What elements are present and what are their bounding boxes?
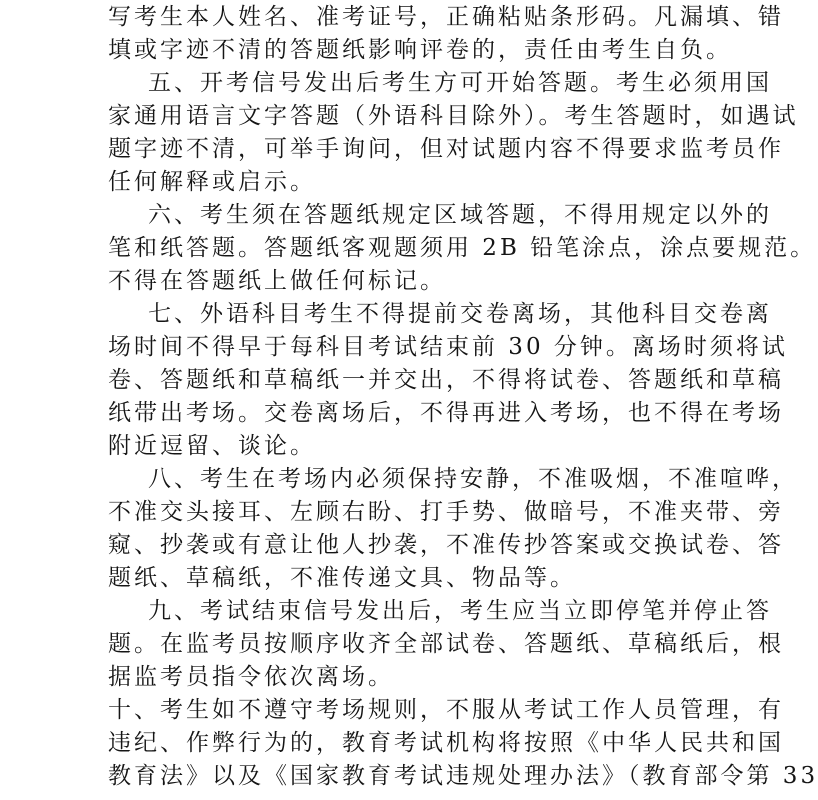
paragraph-6-start: 六、考生须在答题纸规定区域答题，不得用规定以外的 bbox=[148, 202, 772, 228]
text-line: 教育法》以及《国家教育考试违规处理办法》（教育部令第 33 bbox=[108, 763, 818, 789]
paragraph-10-start: 十、考生如不遵守考场规则，不服从考试工作人员管理，有 bbox=[108, 697, 784, 723]
text-line: 题。在监考员按顺序收齐全部试卷、答题纸、草稿纸后，根 bbox=[108, 631, 784, 657]
text-line: 附近逗留、谈论。 bbox=[108, 433, 316, 459]
paragraph-7-start: 七、外语科目考生不得提前交卷离场，其他科目交卷离 bbox=[148, 301, 772, 327]
paragraph-8-start: 八、考生在考场内必须保持安静，不准吸烟，不准喧哗， bbox=[148, 466, 798, 492]
paragraph-9-start: 九、考试结束信号发出后，考生应当立即停笔并停止答 bbox=[148, 598, 772, 624]
text-line: 据监考员指令依次离场。 bbox=[108, 664, 394, 690]
text-line: 填或字迹不清的答题纸影响评卷的，责任由考生自负。 bbox=[108, 37, 732, 63]
text-line: 题字迹不清，可举手询问，但对试题内容不得要求监考员作 bbox=[108, 136, 784, 162]
paragraph-5-start: 五、开考信号发出后考生方可开始答题。考生必须用国 bbox=[148, 70, 772, 96]
text-line: 纸带出考场。交卷离场后，不得再进入考场，也不得在考场 bbox=[108, 400, 784, 426]
text-line: 家通用语言文字答题（外语科目除外）。考生答题时，如遇试 bbox=[108, 103, 799, 129]
text-line: 违纪、作弊行为的，教育考试机构将按照《中华人民共和国 bbox=[108, 730, 784, 756]
text-line: 任何解释或启示。 bbox=[108, 169, 316, 195]
text-line: 不得在答题纸上做任何标记。 bbox=[108, 268, 446, 294]
text-line: 场时间不得早于每科目考试结束前 30 分钟。离场时须将试 bbox=[108, 334, 788, 360]
text-line: 题纸、草稿纸，不准传递文具、物品等。 bbox=[108, 565, 576, 591]
text-line: 不准交头接耳、左顾右盼、打手势、做暗号，不准夹带、旁 bbox=[108, 499, 784, 525]
text-line: 笔和纸答题。答题纸客观题须用 2B 铅笔涂点，涂点要规范。 bbox=[108, 235, 817, 261]
text-line: 卷、答题纸和草稿纸一并交出，不得将试卷、答题纸和草稿 bbox=[108, 367, 784, 393]
text-line: 窥、抄袭或有意让他人抄袭，不准传抄答案或交换试卷、答 bbox=[108, 532, 784, 558]
text-line: 写考生本人姓名、准考证号，正确粘贴条形码。凡漏填、错 bbox=[108, 4, 784, 30]
